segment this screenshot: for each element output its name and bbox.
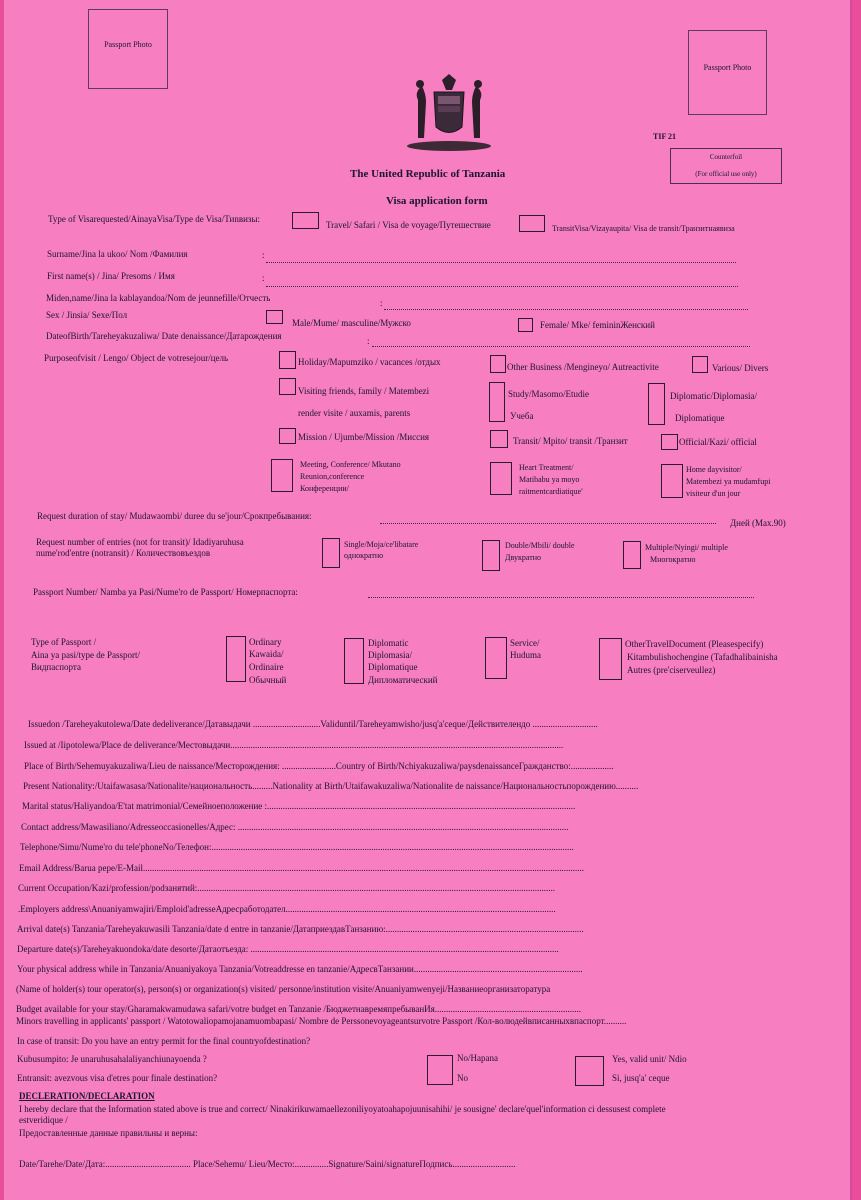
passport-type-other-checkbox[interactable] [599, 638, 622, 680]
purpose-diplomatic-label-1: Diplomatic/Diplomasia/ [670, 391, 757, 401]
passport-type-label-1: Type of Passport / [31, 637, 97, 647]
purpose-home-label-3: visiteur d'un jour [686, 489, 741, 498]
minors-field[interactable]: Minors travelling in applicants' passport / Watotowaliopamojanamuombapasi/ Nombre de Perssonevoyageantsurvotre Passport /Кол-вoлюдейвписанныхвпаспорт.......... [16, 1016, 627, 1026]
visa-type-travel-checkbox[interactable] [292, 212, 319, 229]
arrival-date-field[interactable]: Arrival date(s) Tanzania/Tareheyakuwasili Tanzania/date d entre in tanzanie/ДатаприездавТанзанию:........................................................................................ [17, 924, 584, 934]
purpose-home-label-1: Home dayvisitor/ [686, 465, 742, 474]
physical-address-field[interactable]: Your physical address while in Tanzania/Anuaniyakoya Tanzania/Votreaddresse en tanzanie/АдресвТанзании........................................................................... [17, 964, 583, 974]
purpose-label: Purposeofvisit / Lengo/ Object de votresejour/цель [44, 353, 229, 363]
purpose-meeting-label-3: Конференции/ [300, 484, 349, 493]
entries-single-checkbox[interactable] [322, 538, 340, 568]
purpose-transit-checkbox[interactable] [490, 430, 508, 448]
passport-type-diplomatic-label-1: Diplomatic [368, 638, 409, 648]
departure-date-field[interactable]: Departure date(s)/Tareheyakuondoka/date desorte/Датаотъезда: ......................................................................................................................................... [17, 944, 559, 954]
transit-no-label-2: No [457, 1073, 468, 1083]
passport-type-ordinary-label-4: Обычный [249, 675, 287, 685]
entries-multiple-label-1: Multiple/Nyingi/ multiple [645, 543, 728, 552]
maiden-name-label: Miden,name/Jina la kablayandoa/Nom de jeunnefille/Отчесть [46, 293, 271, 303]
sex-male-checkbox[interactable] [266, 310, 283, 324]
dob-label: DateofBirth/Tareheyakuzaliwa/ Date denaissance/Датарождения [46, 331, 282, 341]
passport-type-label-2: Aina ya pasi/type de Passport/ [31, 650, 140, 660]
purpose-holiday-label: Holiday/Mapumziko / vacances /отдых [298, 357, 441, 367]
sex-female-label: Female/ Mke/ femininЖенский [540, 320, 655, 330]
passport-type-ordinary-label-1: Ordinary [249, 637, 282, 647]
surname-label: Surname/Jina la ukoo/ Nom /Фамилия [47, 249, 188, 259]
counterfoil-box [670, 148, 782, 184]
form-title: Visa application form [386, 195, 488, 207]
entries-label-1: Request number of entries (not for transit)/ Idadiyaruhusa [36, 537, 244, 547]
form-code: TIF 21 [653, 132, 677, 141]
purpose-other-business-checkbox[interactable] [490, 355, 506, 373]
issued-on-field[interactable]: Issuedon /Tareheyakutolewa/Date dedeliverance/Датавыдачи ..............................Validuntil/Tareheyamwisho/jusq'a'ceque/Действителендо ............................. [28, 719, 598, 729]
transit-no-checkbox[interactable] [427, 1055, 453, 1085]
maiden-name-field[interactable] [384, 309, 748, 310]
sex-male-label: Male/Mume/ masculine/Мужско [292, 318, 411, 328]
entries-double-label-2: Двукратно [505, 553, 541, 562]
passport-photo-label: Passport Photo [703, 63, 752, 72]
transit-no-label-1: No/Hapana [457, 1053, 498, 1063]
surname-colon: : [262, 250, 265, 260]
first-name-colon: : [262, 273, 265, 283]
passport-type-other-label-3: Autres (pre'ciserveullez) [627, 665, 716, 675]
entries-double-checkbox[interactable] [482, 540, 500, 571]
tour-operator-field[interactable]: (Name of holder(s) tour operator(s), person(s) or organization(s) visited/ personne/institution visite/Anuaniyamwenyeji/Названиеорганизаторатура [16, 984, 551, 994]
budget-field[interactable]: Budget available for your stay/Gharamakwamudawa safari/votre budget en Tanzanie /БюджетнавремяпребыванИя................................................................. [16, 1004, 582, 1014]
purpose-mission-label: Mission / Ujumbe/Mission /Миссия [298, 432, 430, 442]
purpose-various-label: Various/ Divers [712, 363, 769, 373]
declaration-title: DECLERATION/DECLARATION [19, 1091, 155, 1101]
passport-type-ordinary-label-3: Ordinaire [249, 662, 284, 672]
purpose-heart-label-3: raitmentcardiatique' [519, 487, 583, 496]
duration-suffix: Дней (Max.90) [730, 518, 786, 528]
purpose-transit-label: Transit/ Mpito/ transit /Транзит [513, 436, 628, 446]
passport-number-label: Passport Number/ Namba ya Pasi/Nume'ro de Passport/ Номерпаспорта: [33, 587, 298, 597]
entries-multiple-checkbox[interactable] [623, 541, 641, 569]
passport-type-service-label-2: Huduma [510, 650, 541, 660]
marital-status-field[interactable]: Marital status/Haliyandoa/E'tat matrimonial/Семейноеположение :......................................................................................................................................... [22, 801, 576, 811]
purpose-various-checkbox[interactable] [692, 356, 708, 373]
passport-type-ordinary-checkbox[interactable] [226, 636, 246, 682]
maiden-name-colon: : [380, 298, 383, 308]
transit-question-sw: Kubusumpito: Je unaruhusahalaliyanchiunayoenda ? [17, 1054, 207, 1064]
passport-type-diplomatic-checkbox[interactable] [344, 638, 364, 684]
counterfoil-title: Counterfoil [709, 153, 743, 161]
passport-photo-box-right [688, 30, 767, 115]
purpose-heart-label-2: Matibabu ya moyo [519, 475, 580, 484]
purpose-meeting-label-2: Reunion,conference [300, 472, 365, 481]
entries-single-label-2: однократно [344, 551, 384, 560]
issued-at-field[interactable]: Issued at /Iipotolewa/Place de deliverance/Местовыдачи.................................................................................................................................................... [24, 740, 564, 750]
visa-type-travel-label: Travel/ Safari / Visa de voyage/Путешествие [326, 220, 491, 230]
passport-type-other-label-1: OtherTravelDocument (Pleasespecify) [625, 639, 764, 649]
passport-type-label-3: Видпаспорта [31, 662, 81, 672]
contact-address-field[interactable]: Contact address/Mawasiliano/Adresseoccasionelles/Адрес: ................................................................................................................................................... [21, 822, 569, 832]
counterfoil-note: (For official use only) [695, 170, 757, 178]
first-name-field[interactable] [266, 286, 738, 287]
passport-photo-box-left [88, 9, 168, 89]
surname-field[interactable] [266, 262, 736, 263]
purpose-heart-label-1: Heart Treatment/ [519, 463, 574, 472]
sex-label: Sex / Jinsia/ Sexe/Пол [46, 310, 128, 320]
passport-type-service-checkbox[interactable] [485, 637, 507, 679]
sex-female-checkbox[interactable] [518, 318, 533, 332]
purpose-meeting-label-1: Meeting, Conference/ Mkutano [300, 460, 401, 469]
employer-address-field[interactable]: .Employers address\Anuaniyamwajiri/Emploid'adresseАдресработодател........................................................................................................................ [18, 904, 556, 914]
passport-type-ordinary-label-2: Kawaida/ [249, 649, 284, 659]
declaration-text-3: Предоставленные данные правильны и верны: [19, 1128, 198, 1138]
purpose-study-checkbox[interactable] [489, 382, 505, 422]
entries-multiple-label-2: Многократно [650, 555, 696, 564]
transit-yes-label-2: Si, jusq'a' ceque [612, 1073, 670, 1083]
purpose-home-label-2: Matembezi ya mudamfupi [686, 477, 771, 486]
duration-label: Request duration of stay/ Mudawaombi/ duree du se'jour/Срокпребывания: [37, 511, 312, 521]
purpose-official-label: Official/Kazi/ official [679, 437, 757, 447]
passport-type-diplomatic-label-4: Дипломатический [368, 675, 438, 685]
entries-double-label-1: Double/Mbili/ double [505, 541, 575, 550]
declaration-text-2: estveridique / [19, 1115, 68, 1125]
purpose-diplomatic-label-2: Diplomatique [675, 413, 725, 423]
passport-type-other-label-2: Kitambulishochengine (Tafadhalibainisha [627, 652, 778, 662]
first-name-label: First name(s) / Jina/ Presoms / Имя [47, 271, 175, 281]
duration-field[interactable] [380, 523, 716, 524]
visa-type-transit-label: TransitVisa/Vizayaupita/ Visa de transit/Транзитнаявиза [552, 224, 735, 233]
passport-type-service-label-1: Service/ [510, 638, 540, 648]
occupation-field[interactable]: Current Occupation/Kazi/profession/роdзанятий:............................................................................................................................................................... [18, 883, 556, 893]
purpose-other-business-label: Other Business /Mengineyo/ Autreactivite [507, 362, 659, 372]
visa-type-label: Type of Visarequested/AinayaVisa/Type de Visa/Тиnвизы: [48, 214, 260, 224]
coat-of-arms-icon [404, 72, 494, 152]
purpose-holiday-checkbox[interactable] [279, 351, 296, 369]
dob-field[interactable] [372, 346, 750, 347]
declaration-text-1: I hereby declare that the Information stated above is true and correct/ Ninakirikuwamaellezoniliyoyatoahapojuunisahihi/ je sousigne' declare'quel'information ci dessusest complete [19, 1104, 666, 1114]
dob-colon: : [367, 336, 370, 346]
purpose-meeting-checkbox[interactable] [271, 459, 293, 492]
telephone-field[interactable]: Telephone/Simu/Nume'ro du tele'phoneNo/Телефон:................................................................................................................................................................. [20, 842, 574, 852]
purpose-visiting-label-2: render visite / auxamis, parents [298, 408, 411, 418]
declaration-footer[interactable]: Date/Tarehe/Date/Дата:...................................... Place/Sehemu/ Lieu/Место:...............Signature/Saini/signatureПодпись............................ [19, 1159, 516, 1169]
purpose-visiting-checkbox[interactable] [279, 378, 296, 395]
purpose-heart-checkbox[interactable] [490, 462, 512, 495]
entries-single-label-1: Single/Moja/ce'libatare [344, 540, 419, 549]
passport-type-diplomatic-label-2: Diplomasia/ [368, 650, 412, 660]
purpose-official-checkbox[interactable] [661, 434, 678, 450]
place-of-birth-field[interactable]: Place of Birth/Sehemuyakuzaliwa/Lieu de naissance/Месторождения: ........................Country of Birth/Nchiyakuzaliwa/paysdenaissanceГражданство:................... [24, 761, 614, 771]
transit-yes-label-1: Yes, valid unit/ Ndio [612, 1054, 687, 1064]
purpose-visiting-label-1: Visiting friends, family / Matembezi [298, 386, 430, 396]
transit-yes-checkbox[interactable] [575, 1056, 604, 1086]
entries-label-2: nume'rod'entre (notransit) / Количествовъездов [36, 548, 211, 558]
purpose-study-label-1: Study/Masomo/Etudie [508, 389, 589, 399]
purpose-diplomatic-checkbox[interactable] [648, 383, 665, 425]
transit-question: In case of transit: Do you have an entry permit for the final countryofdestination? [17, 1036, 311, 1046]
purpose-home-checkbox[interactable] [661, 464, 683, 498]
purpose-mission-checkbox[interactable] [279, 428, 296, 444]
passport-type-diplomatic-label-3: Diplomatique [368, 662, 418, 672]
nationality-field[interactable]: Present Nationality:/Utaifawasasa/Nationalite/национальность.........Nationality at Birth/Utaifawakuzaliwa/Nationalite de naissance/Национальностьпорождению.......... [23, 781, 639, 791]
visa-type-transit-checkbox[interactable] [519, 215, 545, 232]
passport-photo-label: Passport Photo [104, 40, 152, 49]
purpose-study-label-2: Учеба [510, 411, 534, 421]
passport-number-field[interactable] [368, 597, 754, 598]
email-field[interactable]: Email Address/Barua pepe/E-Mail.................................................................................................................................................................................................... [19, 863, 584, 873]
transit-question-fr: Entransit: avezvous visa d'etres pour finale destination? [17, 1073, 218, 1083]
country-title: The United Republic of Tanzania [350, 168, 506, 180]
